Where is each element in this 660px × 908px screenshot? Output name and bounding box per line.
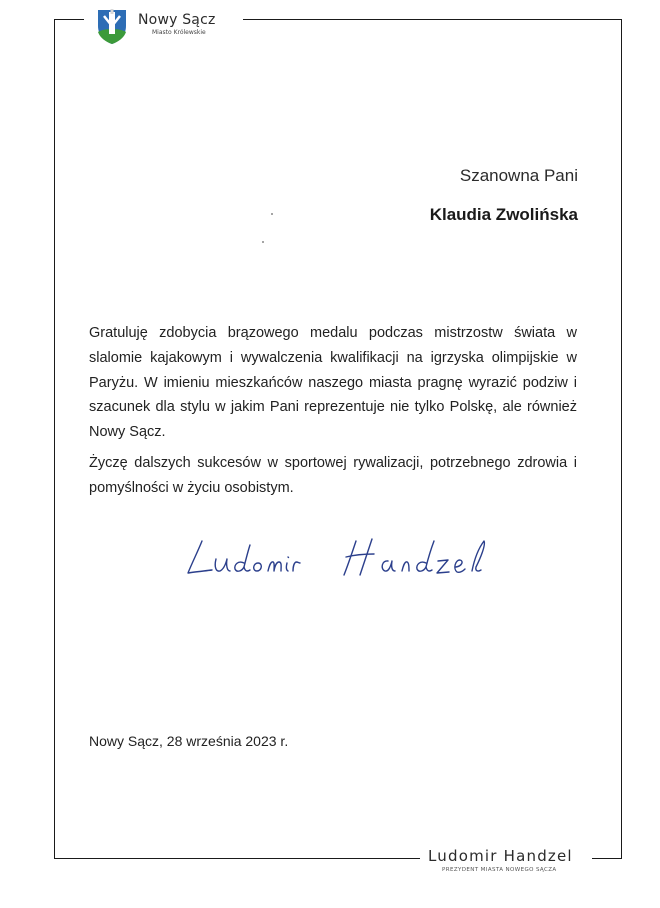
body-paragraph-2: Życzę dalszych sukcesów w sportowej rywalizacji, potrzebnego zdrowia i pomyślności w życiu osobistym. — [89, 455, 577, 496]
scan-speck — [271, 213, 273, 215]
frame-left-line — [54, 19, 55, 859]
letterhead-logo — [92, 6, 216, 46]
handwritten-signature — [180, 527, 520, 587]
city-name: Nowy Sącz — [138, 12, 216, 28]
frame-top-left-line — [54, 19, 84, 20]
body-paragraph-1: Gratuluję zdobycia brązowego medalu podczas mistrzostw świata w slalomie kajakowym i wywalczenia kwalifikacji na igrzyska olimpijskie w Paryżu. W imieniu mieszkańców naszego miasta pragnę wyrazić podziw i szacunek dla stylu w jakim Pani reprezentuje nie tylko Polskę, ale również Nowy Sącz. — [89, 325, 577, 441]
city-subtitle: Miasto Królewskie — [152, 29, 206, 36]
place-date: Nowy Sącz, 28 września 2023 r. — [89, 733, 289, 749]
frame-top-right-line — [243, 19, 622, 20]
footer-signatory-title: PREZYDENT MIASTA NOWEGO SĄCZA — [442, 867, 557, 873]
recipient-name: Klaudia Zwolińska — [429, 205, 578, 224]
scan-speck — [262, 241, 264, 243]
salutation: Szanowna Pani — [459, 166, 578, 185]
footer-signatory-name: Ludomir Handzel — [428, 847, 573, 865]
frame-bottom-left-line — [54, 858, 420, 859]
frame-bottom-right-line — [592, 858, 622, 859]
city-crest-icon — [92, 6, 132, 46]
letterhead-brand — [138, 12, 216, 36]
frame-right-line — [621, 19, 622, 859]
